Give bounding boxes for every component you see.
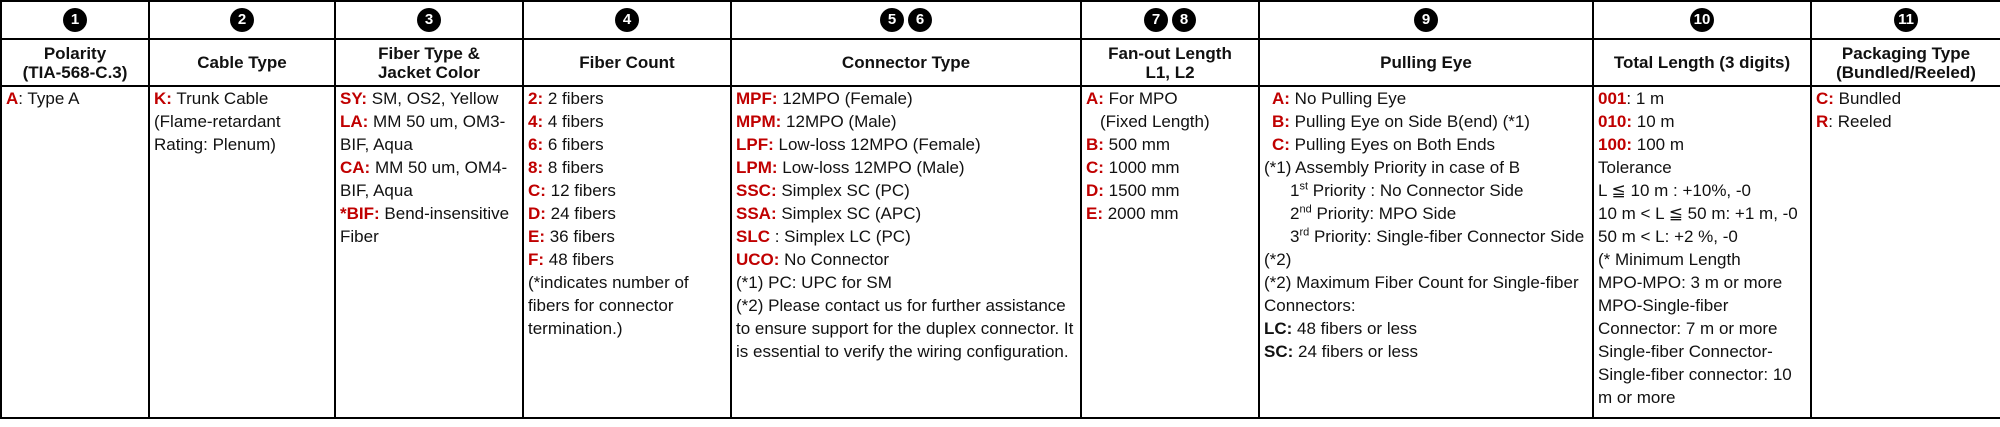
number-row xyxy=(1,1,2000,39)
priority-line: 3rd Priority: Single-fiber Connector Side xyxy=(1290,226,1585,246)
number-badge: 10 xyxy=(1690,8,1714,32)
cell-cable-type xyxy=(149,86,335,418)
option-line: 6: 6 fibers xyxy=(528,135,604,154)
cell-fanout-length xyxy=(1081,86,1259,418)
col-num-7-8 xyxy=(1081,1,1259,39)
header-polarity: Polarity (TIA-568-C.3) xyxy=(1,39,149,86)
min-length-line: MPO-MPO: 3 m or more xyxy=(1598,273,1783,292)
option-line: *BIF: Bend-insensitive Fiber xyxy=(340,204,510,246)
option-line: LPM: Low-loss 12MPO (Male) xyxy=(736,158,965,177)
option-line: 100: 100 m xyxy=(1598,135,1685,154)
header-connector-type: Connector Type xyxy=(731,39,1081,86)
cell-packaging-type xyxy=(1811,86,2000,418)
option-line: A: Type A xyxy=(6,89,80,108)
option-line: E: 36 fibers xyxy=(528,227,615,246)
min-length-line: (* Minimum Length xyxy=(1598,250,1741,269)
number-badge: 3 xyxy=(417,8,441,32)
option-line: K: Trunk Cable (Flame-retardant Rating: Plenum) xyxy=(154,89,281,154)
priority-line: 2nd Priority: MPO Side xyxy=(1290,203,1457,223)
option-line: LPF: Low-loss 12MPO (Female) xyxy=(736,135,981,154)
option-line: (Fixed Length) xyxy=(1100,112,1210,131)
header-pulling-eye: Pulling Eye xyxy=(1259,39,1593,86)
cell-total-length xyxy=(1593,86,1811,418)
col-num-4 xyxy=(523,1,731,39)
option-line: C: 1000 mm xyxy=(1086,158,1180,177)
option-line: R: Reeled xyxy=(1816,112,1892,131)
cell-pulling-eye xyxy=(1259,86,1593,418)
min-length-line: Single-fiber Connector-Single-fiber connector: 10 m or more xyxy=(1598,342,1792,407)
header-packaging-type: Packaging Type (Bundled/Reeled) xyxy=(1811,39,2000,86)
tolerance-title: Tolerance xyxy=(1598,158,1672,177)
option-line: A: No Pulling Eye xyxy=(1272,89,1407,108)
option-line: 001: 1 m xyxy=(1598,89,1665,108)
option-line: D: 24 fibers xyxy=(528,204,616,223)
option-line: SY: SM, OS2, Yellow xyxy=(340,89,499,108)
col-num-11 xyxy=(1811,1,2000,39)
option-line: C: Pulling Eyes on Both Ends xyxy=(1272,135,1496,154)
option-line: C: Bundled xyxy=(1816,89,1902,108)
number-badge: 4 xyxy=(615,8,639,32)
option-line: B: 500 mm xyxy=(1086,135,1171,154)
option-line: 8: 8 fibers xyxy=(528,158,604,177)
option-line: LA: MM 50 um, OM3-BIF, Aqua xyxy=(340,112,506,154)
option-line: A: For MPO xyxy=(1086,89,1178,108)
option-line: MPM: 12MPO (Male) xyxy=(736,112,897,131)
header-cable-type: Cable Type xyxy=(149,39,335,86)
number-badge: 9 xyxy=(1414,8,1438,32)
header-total-length: Total Length (3 digits) xyxy=(1593,39,1811,86)
body-row xyxy=(1,86,2000,418)
limit-line: SC: 24 fibers or less xyxy=(1264,342,1419,361)
tolerance-line: L ≦ 10 m : +10%, -0 xyxy=(1598,181,1751,200)
connector-note: (*1) PC: UPC for SM xyxy=(736,273,892,292)
number-badge: 7 xyxy=(1144,8,1168,32)
option-line: SSA: Simplex SC (APC) xyxy=(736,204,922,223)
limit-line: LC: 48 fibers or less xyxy=(1264,319,1418,338)
col-num-5-6 xyxy=(731,1,1081,39)
pulling-eye-note: (*1) Assembly Priority in case of B xyxy=(1264,158,1521,177)
option-line: C: 12 fibers xyxy=(528,181,616,200)
number-badge: 2 xyxy=(230,8,254,32)
option-line: D: 1500 mm xyxy=(1086,181,1180,200)
connector-note: (*2) Please contact us for further assistance to ensure support for the duplex connector. It is essential to verify the wiring configuration. xyxy=(736,296,1074,361)
option-line: 010: 10 m xyxy=(1598,112,1675,131)
option-line: MPF: 12MPO (Female) xyxy=(736,89,913,108)
fiber-count-note: (*indicates number of fibers for connector termination.) xyxy=(528,273,689,338)
option-line: SSC: Simplex SC (PC) xyxy=(736,181,910,200)
option-line: B: Pulling Eye on Side B(end) (*1) xyxy=(1272,112,1530,131)
option-line: 4: 4 fibers xyxy=(528,112,604,131)
option-line: E: 2000 mm xyxy=(1086,204,1179,223)
col-num-9 xyxy=(1259,1,1593,39)
col-num-1 xyxy=(1,1,149,39)
option-line: 2: 2 fibers xyxy=(528,89,604,108)
option-line: SLC : Simplex LC (PC) xyxy=(736,227,911,246)
number-badge: 5 xyxy=(880,8,904,32)
cell-polarity xyxy=(1,86,149,418)
cell-connector-type xyxy=(731,86,1081,418)
pulling-eye-note-ref: (*2) xyxy=(1264,250,1292,269)
number-badge: 1 xyxy=(63,8,87,32)
option-line: F: 48 fibers xyxy=(528,250,614,269)
min-length-line: MPO-Single-fiber Connector: 7 m or more xyxy=(1598,296,1778,338)
option-line: UCO: No Connector xyxy=(736,250,890,269)
tolerance-line: 10 m < L ≦ 50 m: +1 m, -0 xyxy=(1598,204,1798,223)
priority-line: 1st Priority : No Connector Side xyxy=(1290,180,1524,200)
col-num-3 xyxy=(335,1,523,39)
cell-fiber-count xyxy=(523,86,731,418)
cell-fiber-type xyxy=(335,86,523,418)
pulling-eye-note: (*2) Maximum Fiber Count for Single-fiber Connectors: xyxy=(1264,273,1579,315)
header-fiber-type: Fiber Type & Jacket Color xyxy=(335,39,523,86)
header-fanout-length: Fan-out Length L1, L2 xyxy=(1081,39,1259,86)
col-num-10 xyxy=(1593,1,1811,39)
tolerance-line: 50 m < L: +2 %, -0 xyxy=(1598,227,1738,246)
number-badge: 6 xyxy=(908,8,932,32)
number-badge: 8 xyxy=(1172,8,1196,32)
header-row xyxy=(1,39,2000,86)
number-badge: 11 xyxy=(1894,8,1918,32)
header-fiber-count: Fiber Count xyxy=(523,39,731,86)
option-line: CA: MM 50 um, OM4-BIF, Aqua xyxy=(340,158,508,200)
col-num-2 xyxy=(149,1,335,39)
